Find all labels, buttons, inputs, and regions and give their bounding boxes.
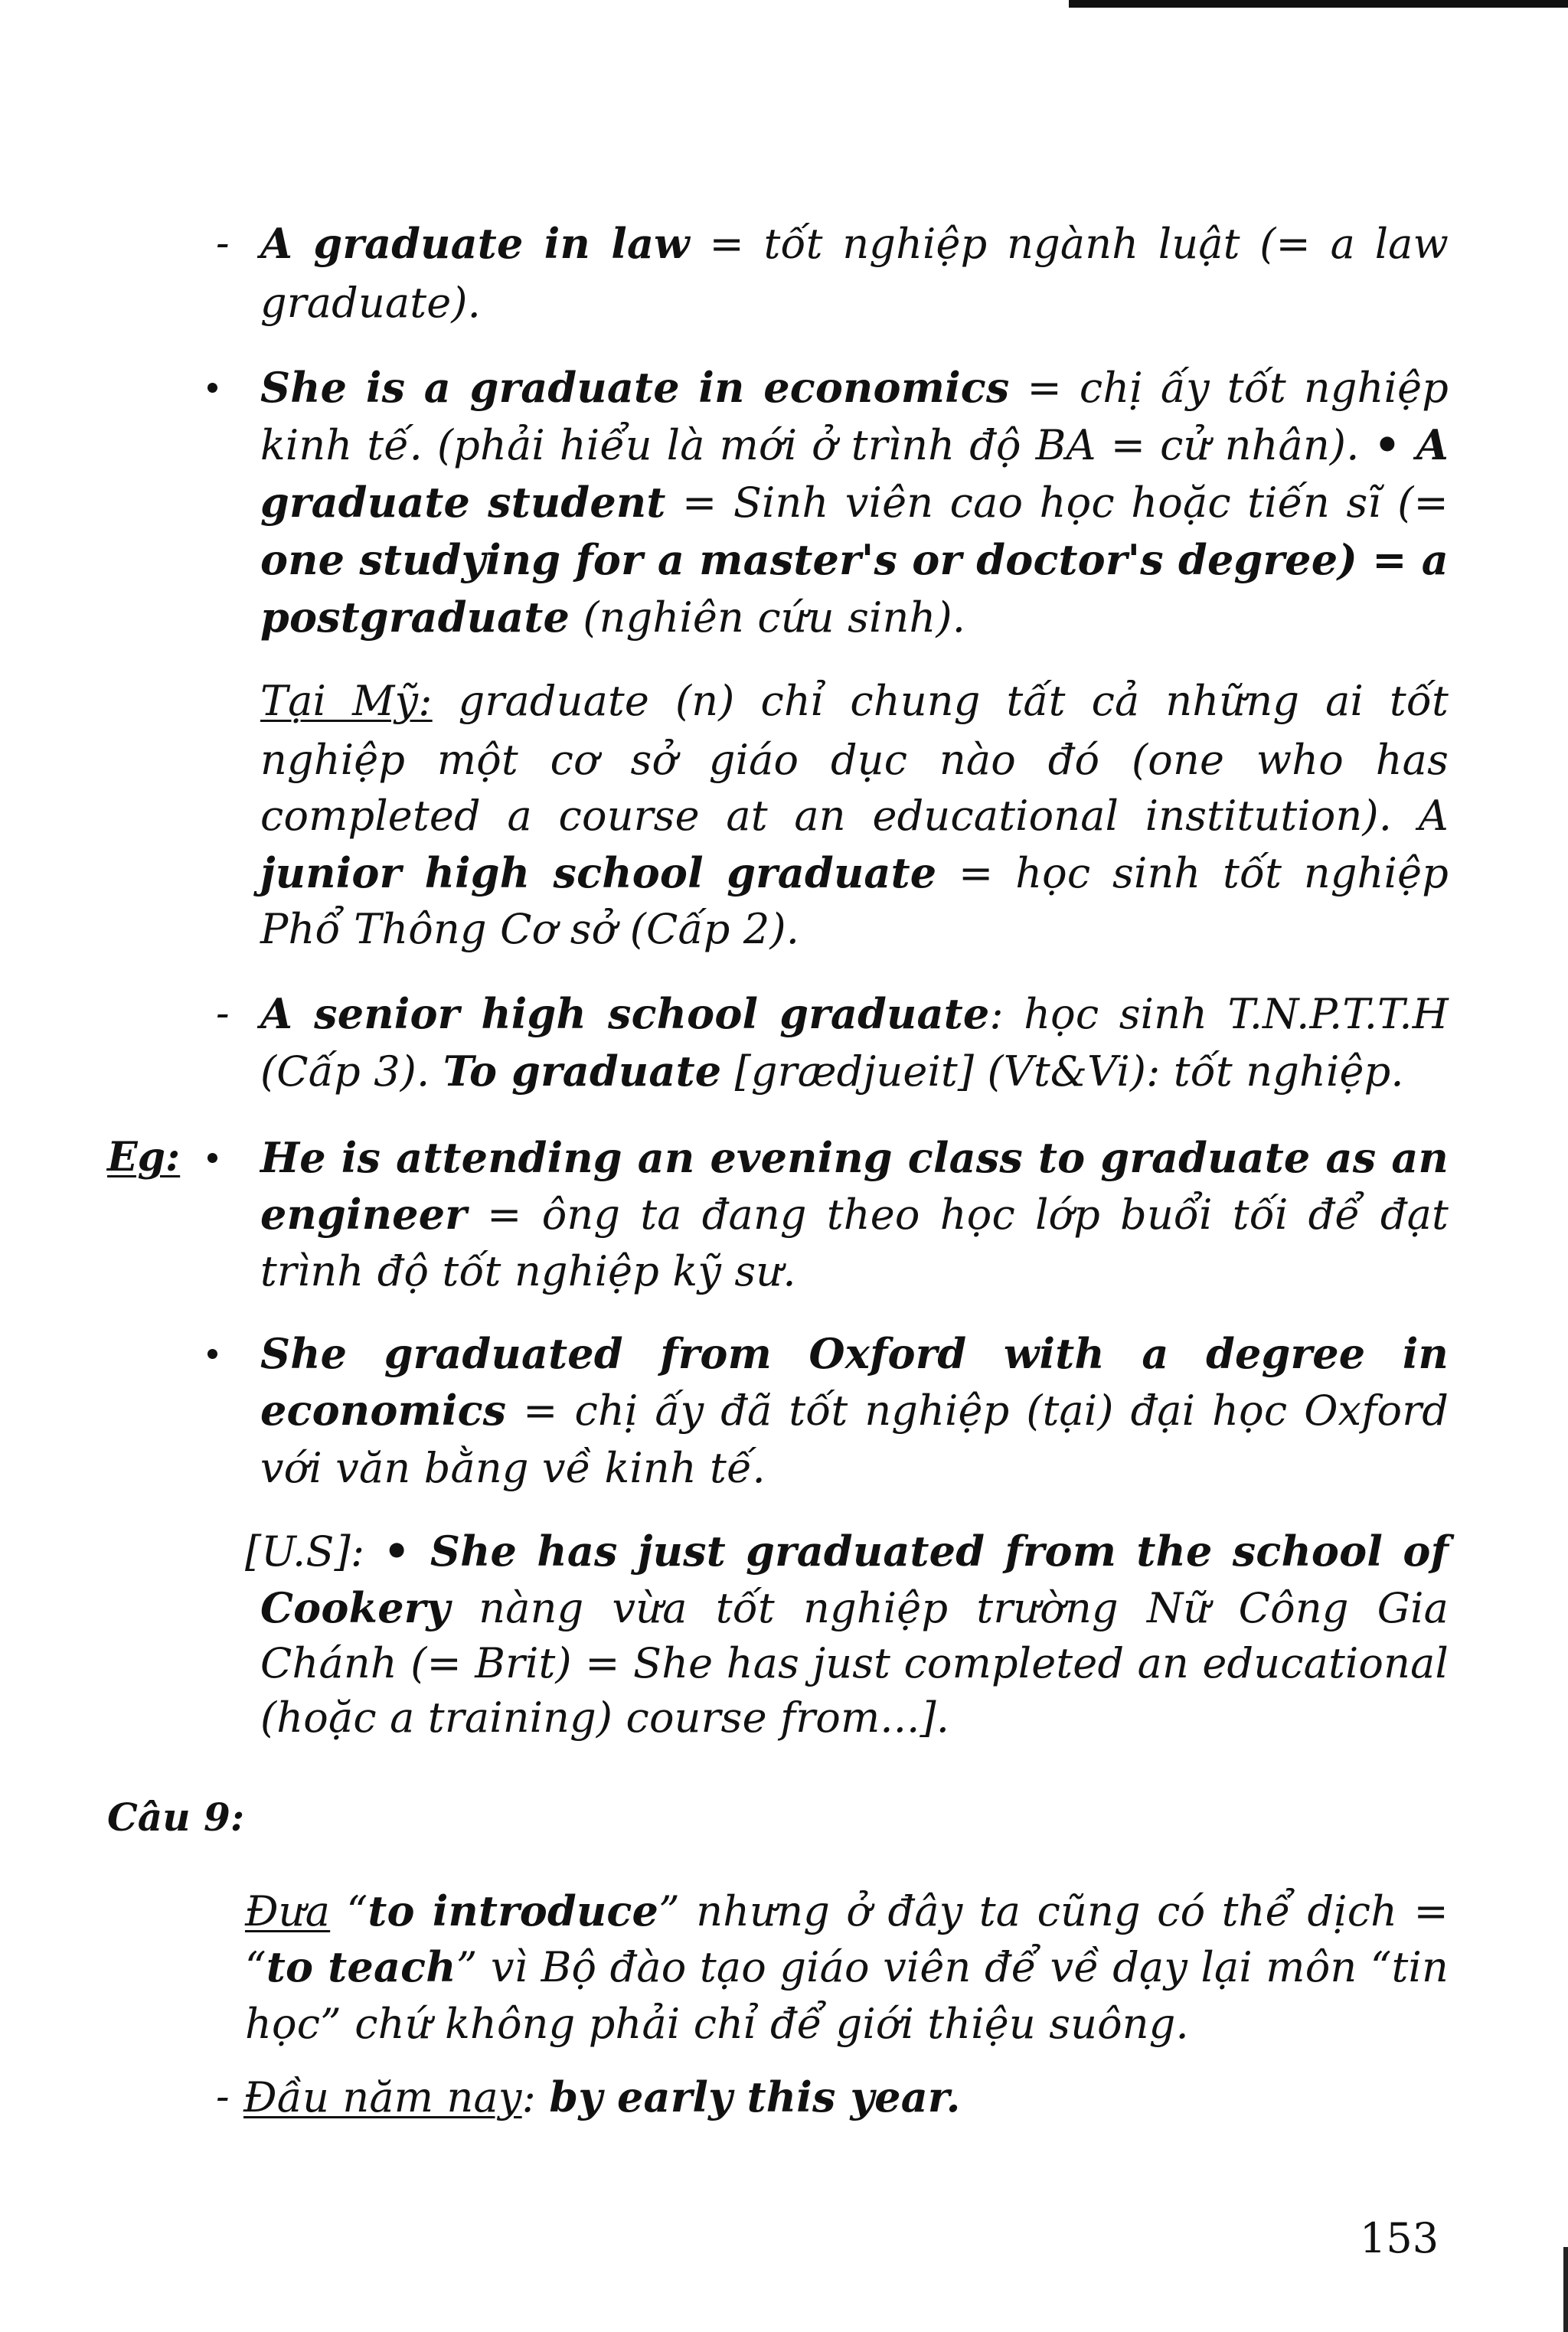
text-line: economics = chị ấy đã tốt nghiệp (tại) đại học Oxford (260, 1386, 1449, 1435)
text-line: He is attending an evening class to graduate as an (260, 1133, 1449, 1182)
bullet-icon (207, 1349, 217, 1359)
text-line: graduate student = Sinh viên cao học hoặc tiến sĩ (= (260, 478, 1449, 527)
page-edge-mark (1563, 2247, 1568, 2332)
page-number: 153 (1360, 2214, 1439, 2262)
section-heading: Câu 9: (107, 1795, 245, 1840)
text-line: kinh tế. (phải hiểu là mới ở trình độ BA = cử nhân). • A (260, 420, 1449, 469)
text-line: She is a graduate in economics = chị ấy tốt nghiệp (260, 363, 1449, 412)
text-line: completed a course at an educational institution). A (260, 792, 1449, 840)
example-label: Eg: (107, 1134, 181, 1181)
text-line: Phổ Thông Cơ sở (Cấp 2). (260, 905, 800, 953)
dash-marker: - (216, 220, 230, 266)
text-line: với văn bằng về kinh tế. (260, 1444, 766, 1492)
text-line: [U.S]: • She has just graduated from the school of (245, 1527, 1449, 1576)
text-line: Tại Mỹ: graduate (n) chỉ chung tất cả những ai tốt (260, 677, 1449, 725)
text-line: trình độ tốt nghiệp kỹ sư. (260, 1247, 796, 1295)
dash-marker: - (216, 991, 230, 1037)
text-line: (hoặc a training) course from...]. (260, 1693, 950, 1742)
text-line: engineer = ông ta đang theo học lớp buổi tối để đạt (260, 1190, 1449, 1239)
text-line: graduate). (260, 279, 482, 327)
text-line: junior high school graduate = học sinh tốt nghiệp (260, 848, 1449, 897)
text-line: nghiệp một cơ sở giáo dục nào đó (one who has (260, 736, 1449, 784)
text-line: A senior high school graduate: học sinh T.N.P.T.T.H (260, 989, 1449, 1038)
dash-marker: - (216, 2074, 230, 2120)
bullet-icon (207, 1153, 217, 1163)
text-line: (Cấp 3). To graduate [grædjueit] (Vt&Vi): tốt nghiệp. (260, 1047, 1404, 1096)
text-line: Đầu năm nay: by early this year. (243, 2072, 961, 2121)
text-line: Cookery nàng vừa tốt nghiệp trường Nữ Công Gia (260, 1583, 1449, 1632)
text-line: A graduate in law = tốt nghiệp ngành luật (= a law (260, 219, 1449, 268)
text-line: She graduated from Oxford with a degree in (260, 1329, 1449, 1378)
top-border-rule (1069, 0, 1568, 8)
bullet-icon (207, 383, 217, 393)
text-line: one studying for a master's or doctor's degree) = a (260, 535, 1449, 584)
text-line: postgraduate (nghiên cứu sinh). (260, 593, 966, 642)
text-line: Đưa “to introduce” nhưng ở đây ta cũng có thể dịch = (245, 1886, 1449, 1935)
text-line: học” chứ không phải chỉ để giới thiệu suông. (245, 2000, 1189, 2048)
text-line: Chánh (= Brit) = She has just completed an educational (260, 1639, 1449, 1687)
text-line: “to teach” vì Bộ đào tạo giáo viên để về dạy lại môn “tin (245, 1942, 1449, 1991)
